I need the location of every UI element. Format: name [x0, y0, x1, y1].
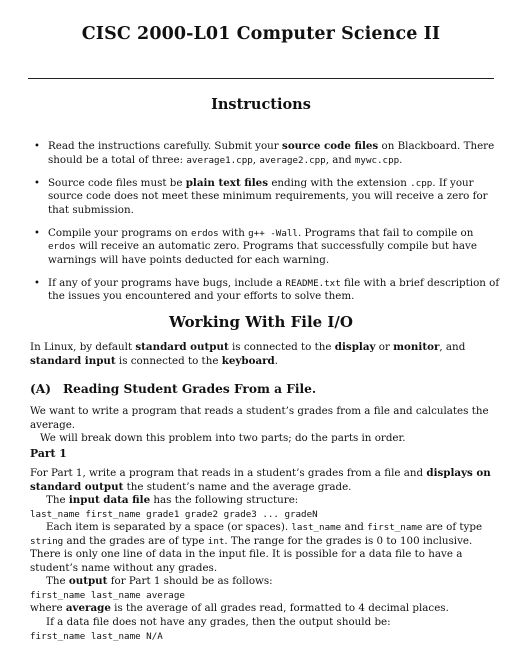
emphasis: average	[65, 602, 111, 614]
text: with	[218, 226, 249, 239]
emphasis: display	[334, 341, 376, 353]
text: has the following structure:	[150, 494, 299, 506]
text: on Blackboard. There should be a total of three:	[48, 140, 495, 166]
filename: mywc.cpp	[354, 154, 400, 166]
filename: average1.cpp	[186, 154, 253, 166]
instruction-item	[32, 177, 500, 218]
bullet-icon: •	[34, 227, 40, 239]
instructions-heading: Instructions	[211, 96, 311, 113]
text: In Linux, by default	[30, 341, 136, 353]
text: is the average of all grades read, formatted to 4 decimal places.	[110, 602, 449, 614]
filename: average2.cpp	[259, 154, 326, 166]
part-1-para	[30, 616, 502, 630]
part-1-para	[30, 467, 502, 494]
part-1-para	[30, 575, 502, 589]
code-text: int	[207, 535, 225, 547]
emphasis: standard output	[135, 341, 229, 353]
text: . The range for the grades is 0 to 100 inclusive. There is only one line of data in the input file. It is possible for a data file to have a student’s name without any grades.	[30, 534, 473, 574]
emphasis: output	[68, 575, 108, 587]
file-io-intro	[30, 341, 502, 368]
code-text: g++ -Wall	[248, 227, 298, 239]
text: .	[399, 153, 403, 166]
emphasis: standard input	[30, 354, 116, 367]
instruction-item	[32, 277, 500, 304]
emphasis: input data file	[68, 494, 151, 506]
text: ending with the extension	[268, 176, 411, 189]
text: are of type	[422, 521, 483, 533]
course-title: CISC 2000-L01 Computer Science II	[81, 24, 441, 44]
text: . Programs that fail to compile on	[297, 226, 474, 239]
text: For Part 1, write a program that reads in a student’s grades from a file and	[30, 467, 427, 479]
text: will receive an automatic zero. Programs that successfully compile but have warnings will have points deducted for each warning.	[48, 240, 477, 266]
section-a-text	[30, 405, 502, 446]
instruction-item	[32, 227, 500, 268]
text: is connected to the	[115, 354, 222, 367]
text: Source code files must be	[48, 176, 186, 189]
text: , and	[325, 153, 355, 166]
section-title: Reading Student Grades From a File.	[63, 382, 317, 396]
section-label: (A)	[30, 382, 51, 396]
title-divider	[28, 78, 494, 79]
text: the student’s name and the average grade.	[123, 480, 352, 493]
text: The	[46, 575, 69, 587]
text: and	[341, 521, 368, 533]
code-line: last_name first_name grade1 grade2 grade3 ... gradeN	[30, 509, 318, 520]
text: is connected to the	[228, 341, 335, 353]
part-1-para	[30, 521, 502, 575]
text: If a data file does not have any grades, then the output should be:	[46, 616, 391, 628]
code-text: last_name	[291, 522, 342, 533]
filename: README.txt	[285, 277, 341, 289]
part-1-para	[30, 494, 502, 508]
file-io-heading: Working With File I/O	[169, 313, 353, 331]
bullet-icon: •	[34, 141, 40, 152]
bullet-icon: •	[34, 277, 40, 289]
text: We will break down this problem into two parts; do the parts in order.	[40, 432, 406, 444]
emphasis: plain text files	[185, 176, 269, 189]
text: The	[46, 494, 69, 506]
text: Compile your programs on	[48, 226, 192, 239]
text: Each item is separated by a space (or spaces).	[46, 521, 292, 533]
part-1-heading: Part 1	[30, 447, 67, 460]
emphasis: monitor	[393, 341, 440, 353]
text: for Part 1 should be as follows:	[107, 575, 273, 587]
emphasis: keyboard	[221, 354, 275, 367]
code-text: .cpp	[410, 177, 433, 189]
code-text: erdos	[48, 241, 76, 252]
text: We want to write a program that reads a student’s grades from a file and calculates the average.	[30, 405, 489, 431]
emphasis: displays on standard output	[30, 467, 491, 493]
text: If any of your programs have bugs, include a	[48, 276, 286, 289]
text: file with a brief description of the issues you encountered and your efforts to solve them.	[48, 276, 500, 302]
part-1-para	[30, 602, 502, 616]
code-text: erdos	[191, 227, 219, 239]
text: .	[274, 354, 279, 367]
instructions-list	[32, 140, 500, 313]
instruction-item	[32, 140, 500, 167]
text: or	[375, 341, 394, 353]
code-line: first_name last_name average	[30, 590, 185, 601]
code-text: first_name	[367, 522, 423, 533]
bullet-icon: •	[34, 177, 40, 189]
text: where	[30, 602, 66, 614]
text: and the grades are of type	[63, 534, 208, 547]
text: Read the instructions carefully. Submit your	[48, 140, 283, 152]
text: ,	[252, 153, 260, 166]
emphasis: source code files	[282, 140, 379, 152]
code-line: first_name last_name N/A	[30, 631, 163, 642]
text: . If your source code does not meet these minimum requirements, you will receive a zero for that submission.	[48, 176, 488, 216]
text: , and	[439, 341, 466, 353]
section-a-heading	[30, 382, 316, 396]
code-text: string	[30, 535, 64, 547]
